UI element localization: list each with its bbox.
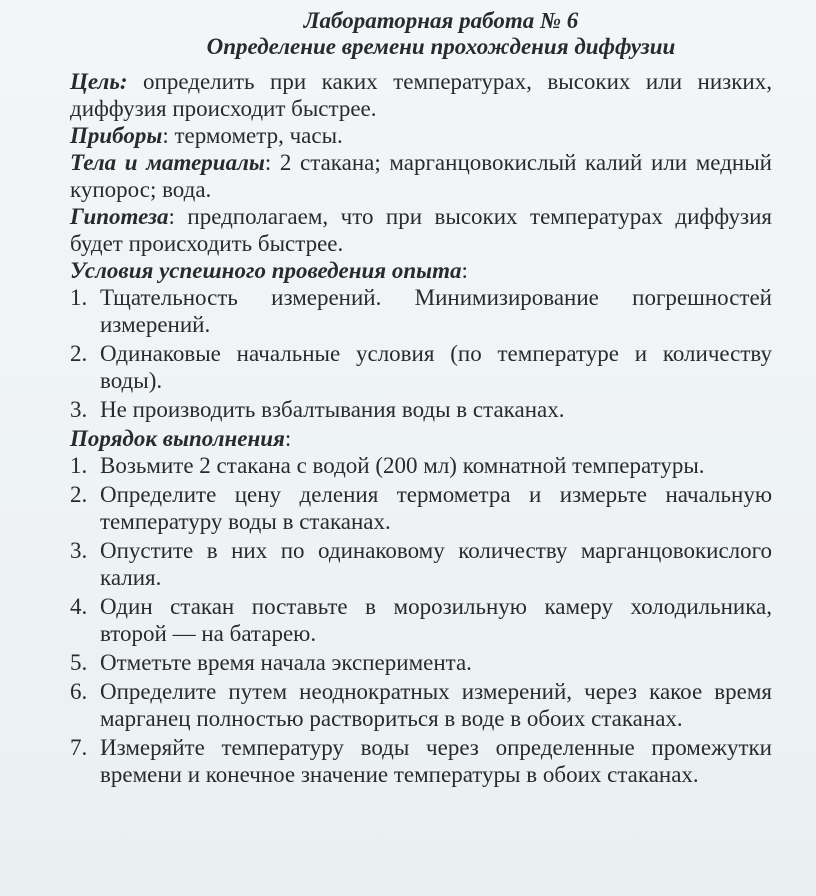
list-item-text: Тщательность измерений. Минимизирование погрешностей измерений. — [100, 285, 772, 337]
materials-paragraph — [70, 149, 772, 203]
devices-paragraph — [70, 122, 772, 149]
conditions-colon: : — [461, 258, 468, 283]
list-item — [70, 481, 772, 535]
list-item-number: 1. — [70, 285, 88, 310]
list-item-text: Не производить взбалтывания воды в стаканах. — [100, 397, 565, 422]
conditions-list — [70, 284, 772, 423]
list-item-number: 3. — [70, 397, 88, 422]
materials-text: : 2 стакана; марганцовокислый калий или медный купорос; вода. — [70, 150, 772, 202]
list-item — [70, 452, 772, 479]
list-item-text: Одинаковые начальные условия (по температуре и количеству воды). — [100, 341, 772, 393]
list-item-number: 3. — [70, 538, 88, 563]
list-item-text: Определите цену деления термометра и измерьте начальную температуру воды в стаканах. — [100, 482, 772, 534]
hypothesis-text: : предполагаем, что при высоких температурах диффузия будет происходить быстрее. — [70, 204, 772, 256]
list-item-number: 4. — [70, 594, 88, 619]
hypothesis-label: Гипотеза — [70, 204, 169, 229]
hypothesis-paragraph — [70, 203, 772, 257]
list-item — [70, 734, 772, 788]
procedure-label: Порядок выполнения — [70, 426, 285, 451]
conditions-heading — [70, 257, 772, 284]
list-item — [70, 396, 772, 423]
conditions-label: Условия успешного проведения опыта — [70, 258, 462, 283]
goal-label: Цель: — [70, 69, 128, 94]
goal-text: определить при каких температурах, высоких или низких, диффузия происходит быстрее. — [70, 69, 772, 121]
list-item — [70, 340, 772, 394]
list-item-text: Возьмите 2 стакана с водой (200 мл) комнатной температуры. — [100, 453, 705, 478]
list-item-number: 7. — [70, 735, 88, 760]
list-item — [70, 537, 772, 591]
list-item-text: Отметьте время начала эксперимента. — [100, 650, 472, 675]
list-item-number: 1. — [70, 453, 88, 478]
list-item-text: Определите путем неоднократных измерений, через какое время марганец полностью раствориться в воде в обоих стаканах. — [100, 679, 772, 731]
list-item — [70, 649, 772, 676]
list-item-text: Измеряйте температуру воды через определенные промежутки времени и конечное значение температуры в обоих стаканах. — [100, 735, 772, 787]
lab-subtitle: Определение времени прохождения диффузии — [206, 34, 676, 59]
goal-paragraph — [70, 68, 772, 122]
list-item-text: Опустите в них по одинаковому количеству марганцовокислого калия. — [100, 538, 772, 590]
lab-title: Лабораторная работа № 6 — [303, 8, 579, 33]
procedure-heading — [70, 425, 772, 452]
list-item-number: 5. — [70, 650, 88, 675]
devices-label: Приборы — [70, 123, 163, 148]
list-item-number: 6. — [70, 679, 88, 704]
procedure-list — [70, 452, 772, 788]
list-item-number: 2. — [70, 482, 88, 507]
list-item — [70, 284, 772, 338]
list-item-text: Один стакан поставьте в морозильную камеру холодильника, второй — на батарею. — [100, 594, 772, 646]
procedure-colon: : — [284, 426, 292, 451]
materials-label: Тела и материалы — [70, 150, 265, 175]
list-item — [70, 593, 772, 647]
list-item — [70, 678, 772, 732]
devices-text: : термометр, часы. — [162, 123, 343, 148]
list-item-number: 2. — [70, 341, 88, 366]
